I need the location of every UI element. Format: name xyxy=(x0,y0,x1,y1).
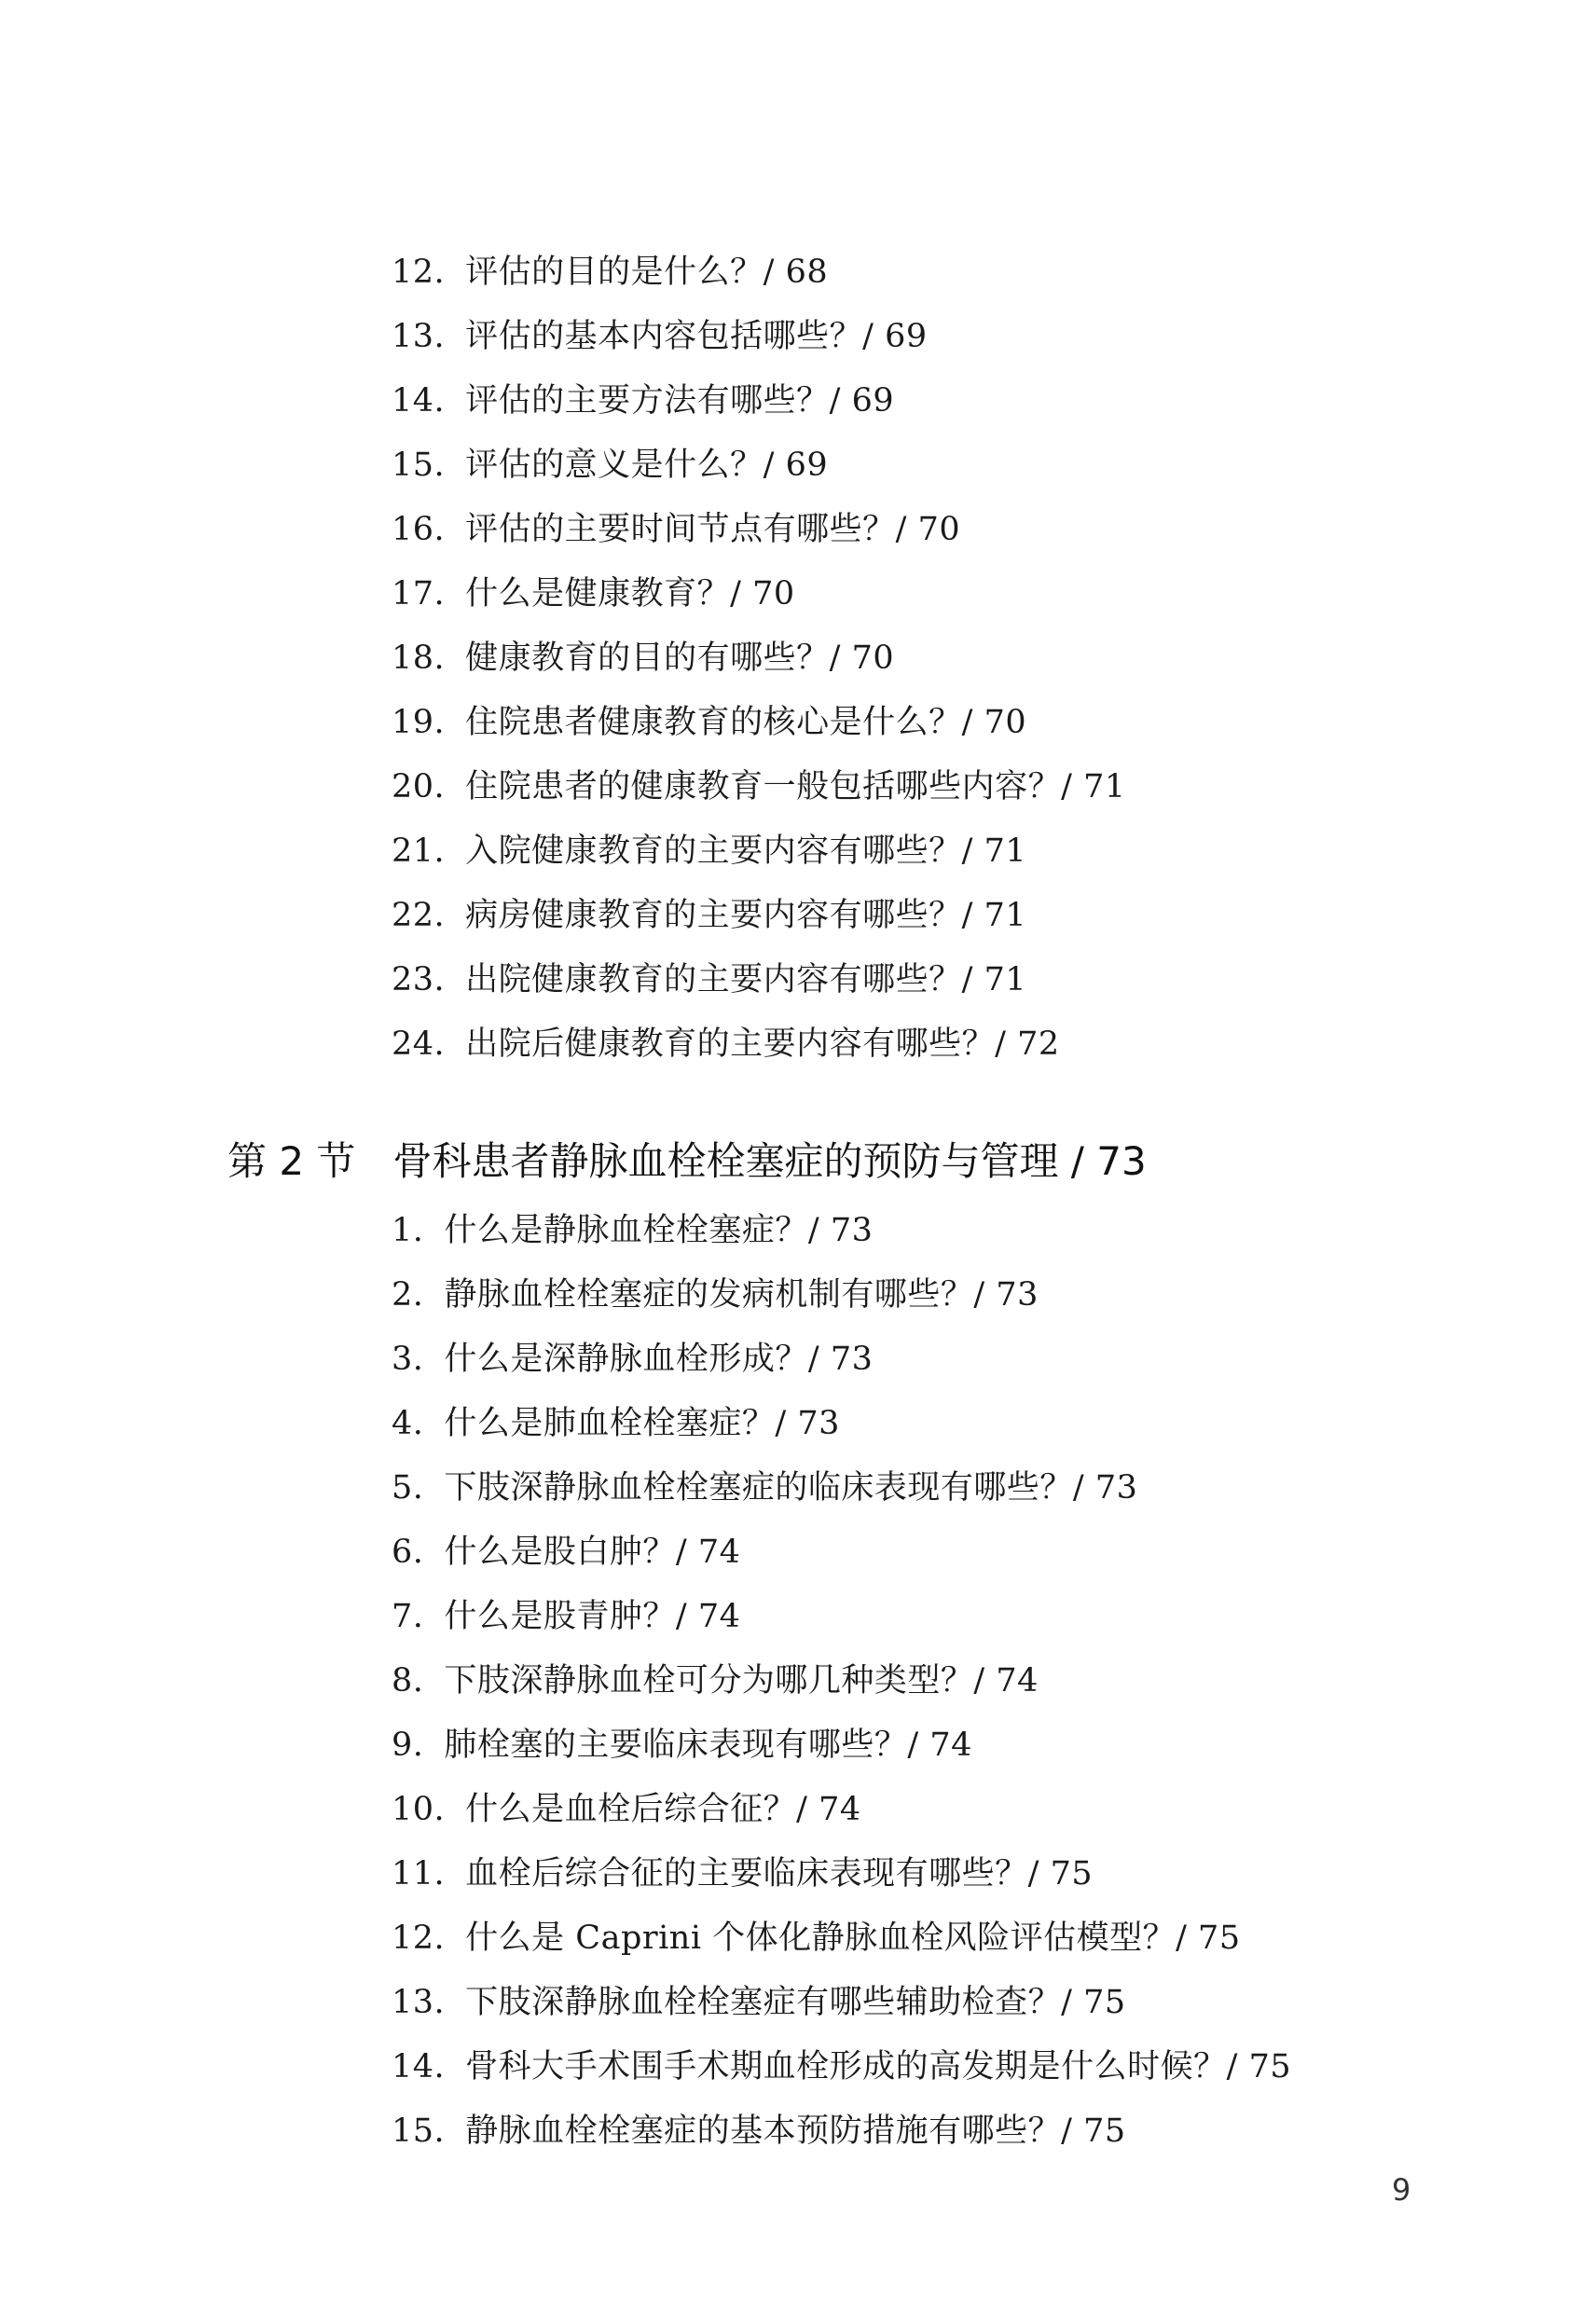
toc-entry-number: 20. xyxy=(392,768,446,805)
toc-entry-number: 12. xyxy=(392,254,446,291)
toc-entry-number: 23. xyxy=(392,961,446,998)
toc-entry-number: 8. xyxy=(392,1662,424,1700)
toc-entry-title: 健康教育的目的有哪些？/ 70 xyxy=(465,640,895,677)
toc-entry-number: 10. xyxy=(392,1791,446,1828)
toc-entry xyxy=(392,819,1026,884)
toc-entry-title: 评估的主要时间节点有哪些？/ 70 xyxy=(465,511,961,548)
toc-entry-number: 19. xyxy=(392,704,446,741)
toc-entry-title: 评估的目的是什么？/ 68 xyxy=(465,254,829,291)
toc-entry-number: 13. xyxy=(392,1984,446,2021)
toc-entry-title: 血栓后综合征的主要临床表现有哪些？/ 75 xyxy=(465,1855,1094,1892)
toc-entry-number: 1. xyxy=(392,1212,424,1249)
toc-entry-number: 4. xyxy=(392,1405,424,1442)
toc-entry-title: 什么是股白肿？/ 74 xyxy=(444,1534,741,1571)
toc-entry xyxy=(392,2099,1126,2164)
toc-entry-title: 什么是静脉血栓栓塞症？/ 73 xyxy=(444,1212,874,1249)
toc-entry-number: 18. xyxy=(392,640,446,677)
toc-entry xyxy=(392,1012,1060,1077)
toc-entry-title: 住院患者健康教育的核心是什么？/ 70 xyxy=(465,704,1027,741)
toc-entry xyxy=(392,1456,1137,1521)
toc-entry-title: 病房健康教育的主要内容有哪些？/ 71 xyxy=(465,897,1027,934)
toc-entry xyxy=(392,1713,972,1778)
toc-entry-number: 24. xyxy=(392,1025,446,1063)
toc-entry xyxy=(392,2035,1291,2099)
toc-entry-title: 出院后健康教育的主要内容有哪些？/ 72 xyxy=(465,1025,1060,1063)
page-number: 9 xyxy=(1392,2172,1411,2208)
toc-entry-title: 下肢深静脉血栓栓塞症有哪些辅助检查？/ 75 xyxy=(465,1984,1126,2021)
toc-entry xyxy=(392,369,894,434)
toc-entry xyxy=(392,948,1026,1012)
toc-entry-title: 什么是肺血栓栓塞症？/ 73 xyxy=(444,1405,840,1442)
toc-entry-number: 22. xyxy=(392,897,446,934)
toc-entry-number: 16. xyxy=(392,511,446,548)
toc-entry-number: 6. xyxy=(392,1534,424,1571)
section-heading xyxy=(227,1131,1147,1192)
toc-entry-title: 什么是股青肿？/ 74 xyxy=(444,1598,741,1635)
toc-entry-number: 2. xyxy=(392,1276,424,1314)
toc-entry-title: 什么是血栓后综合征？/ 74 xyxy=(465,1791,861,1828)
toc-entry-title: 下肢深静脉血栓可分为哪几种类型？/ 74 xyxy=(444,1662,1039,1700)
section-label: 第 2 节 xyxy=(227,1138,356,1184)
toc-entry-title: 下肢深静脉血栓栓塞症的临床表现有哪些？/ 73 xyxy=(444,1469,1138,1507)
toc-entry-number: 15. xyxy=(392,2112,446,2150)
toc-entry xyxy=(392,1328,873,1392)
toc-entry-number: 14. xyxy=(392,382,446,420)
toc-entry-title: 肺栓塞的主要临床表现有哪些？/ 74 xyxy=(444,1727,972,1764)
toc-entry xyxy=(392,1263,1039,1328)
toc-entry-title: 静脉血栓栓塞症的基本预防措施有哪些？/ 75 xyxy=(465,2112,1126,2150)
toc-entry xyxy=(392,562,795,626)
toc-entry-number: 21. xyxy=(392,833,446,870)
toc-entry-number: 7. xyxy=(392,1598,424,1635)
toc-entry-number: 13. xyxy=(392,318,446,355)
toc-entry xyxy=(392,1199,873,1263)
toc-entry-number: 17. xyxy=(392,575,446,612)
toc-entry-number: 15. xyxy=(392,447,446,484)
toc-entry-number: 3. xyxy=(392,1341,424,1378)
toc-entry xyxy=(392,241,828,305)
toc-entry-number: 11. xyxy=(392,1855,446,1892)
toc-entry-title: 骨科大手术围手术期血栓形成的高发期是什么时候？/ 75 xyxy=(465,2048,1292,2085)
toc-entry xyxy=(392,1585,740,1649)
toc-entry-title: 什么是 Caprini 个体化静脉血栓风险评估模型？/ 75 xyxy=(465,1920,1241,1957)
toc-entry-number: 12. xyxy=(392,1920,446,1957)
toc-entry xyxy=(392,1842,1093,1906)
toc-entry-title: 入院健康教育的主要内容有哪些？/ 71 xyxy=(465,833,1027,870)
toc-entry-title: 出院健康教育的主要内容有哪些？/ 71 xyxy=(465,961,1027,998)
toc-entry-title: 什么是健康教育？/ 70 xyxy=(465,575,795,612)
toc-entry-number: 9. xyxy=(392,1727,424,1764)
toc-entry-title: 评估的意义是什么？/ 69 xyxy=(465,447,829,484)
toc-entry-title: 什么是深静脉血栓形成？/ 73 xyxy=(444,1341,874,1378)
toc-entry xyxy=(392,1906,1241,1971)
toc-entry xyxy=(392,884,1026,948)
toc-entry xyxy=(392,1778,861,1842)
toc-entry-number: 5. xyxy=(392,1469,424,1507)
toc-entry-title: 评估的主要方法有哪些？/ 69 xyxy=(465,382,895,420)
toc-entry xyxy=(392,1971,1126,2035)
toc-entry xyxy=(392,434,828,498)
toc-entry xyxy=(392,498,960,562)
toc-entry xyxy=(392,755,1126,819)
toc-entry-title: 评估的基本内容包括哪些？/ 69 xyxy=(465,318,928,355)
section-title: 骨科患者静脉血栓栓塞症的预防与管理 / 73 xyxy=(392,1138,1147,1184)
toc-entry xyxy=(392,305,928,369)
toc-entry xyxy=(392,626,894,691)
toc-entry xyxy=(392,691,1026,755)
toc-entry-title: 住院患者的健康教育一般包括哪些内容？/ 71 xyxy=(465,768,1126,805)
toc-entry-number: 14. xyxy=(392,2048,446,2085)
toc-entry-title: 静脉血栓栓塞症的发病机制有哪些？/ 73 xyxy=(444,1276,1039,1314)
toc-entry xyxy=(392,1392,840,1456)
toc-entry xyxy=(392,1521,740,1585)
toc-entry xyxy=(392,1649,1039,1713)
